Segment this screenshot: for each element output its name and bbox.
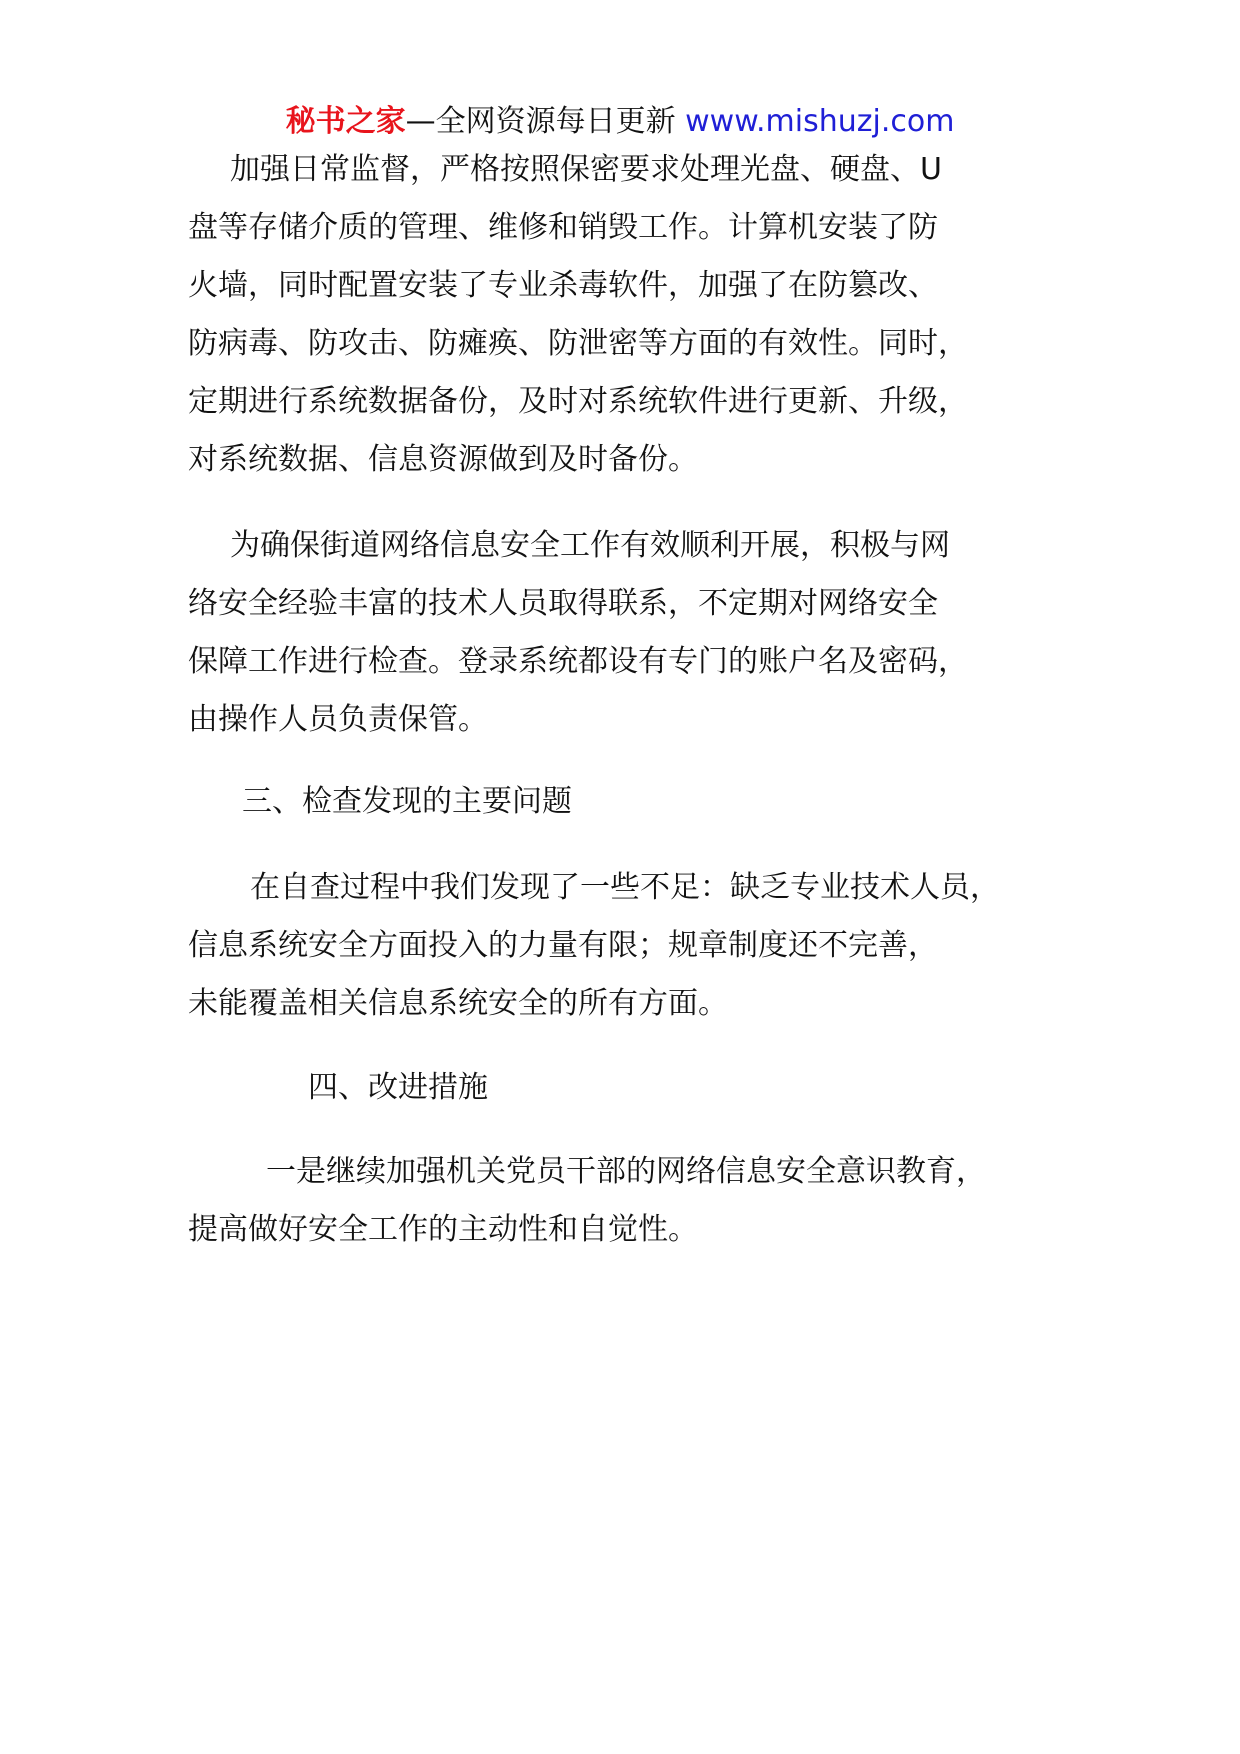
- paragraph-line: 一是继续加强机关党员干部的网络信息安全意识教育，: [266, 1154, 986, 1189]
- paragraph-line: 对系统数据、信息资源做到及时备份。: [188, 442, 698, 477]
- brand-name: 秘书之家: [285, 104, 406, 139]
- paragraph-line: 提高做好安全工作的主动性和自觉性。: [188, 1212, 698, 1247]
- paragraph-line: 防病毒、防攻击、防瘫痪、防泄密等方面的有效性。同时，: [188, 326, 968, 361]
- paragraph-line: 保障工作进行检查。登录系统都设有专门的账户名及密码，: [188, 644, 968, 679]
- paragraph-line: 由操作人员负责保管。: [188, 702, 488, 737]
- paragraph-line: 加强日常监督，严格按照保密要求处理光盘、硬盘、U: [230, 152, 942, 187]
- paragraph-line: 火墙，同时配置安装了专业杀毒软件，加强了在防篡改、: [188, 268, 938, 303]
- website-link[interactable]: www.mishuzj.com: [685, 104, 955, 139]
- page-header: [0, 100, 1240, 144]
- section-heading: 三、检查发现的主要问题: [242, 784, 572, 819]
- header-slogan: —全网资源每日更新: [405, 104, 686, 139]
- paragraph-line: 信息系统安全方面投入的力量有限；规章制度还不完善，: [188, 928, 938, 963]
- paragraph-line: 定期进行系统数据备份，及时对系统软件进行更新、升级，: [188, 384, 968, 419]
- paragraph-line: 络安全经验丰富的技术人员取得联系，不定期对网络安全: [188, 586, 938, 621]
- paragraph-line: 未能覆盖相关信息系统安全的所有方面。: [188, 986, 728, 1021]
- section-heading: 四、改进措施: [308, 1070, 488, 1105]
- paragraph-line: 为确保街道网络信息安全工作有效顺利开展，积极与网: [230, 528, 950, 563]
- paragraph-line: 盘等存储介质的管理、维修和销毁工作。计算机安装了防: [188, 210, 938, 245]
- paragraph-line: 在自查过程中我们发现了一些不足：缺乏专业技术人员，: [250, 870, 1000, 905]
